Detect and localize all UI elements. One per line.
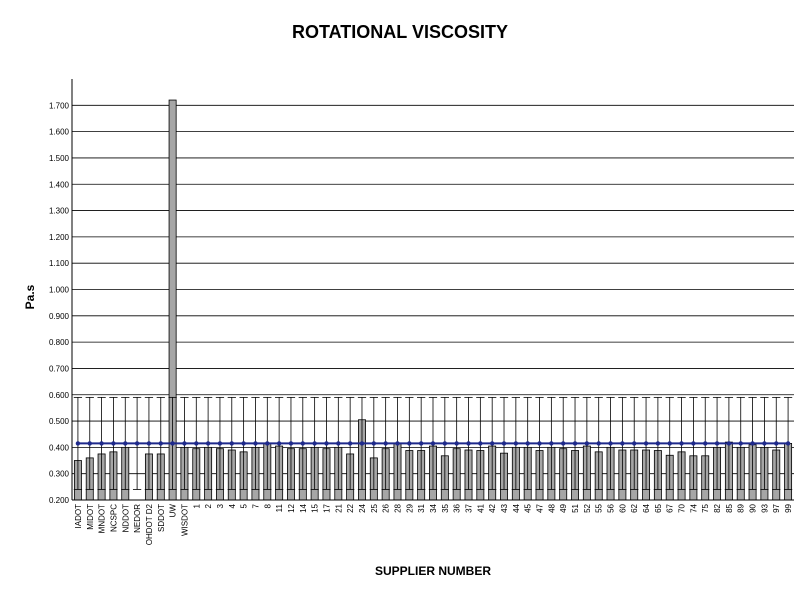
mean-point [656, 441, 660, 445]
mean-point [679, 441, 683, 445]
mean-point [537, 441, 541, 445]
mean-point [668, 441, 672, 445]
x-category-label: 49 [559, 504, 569, 513]
x-category-label: 75 [701, 504, 711, 513]
y-tick-label: 1.700 [48, 101, 69, 111]
mean-point [573, 441, 577, 445]
x-category-label: 14 [298, 504, 308, 513]
x-category-label: 2 [204, 504, 214, 509]
mean-point [312, 441, 316, 445]
y-tick-label: 1.400 [48, 180, 69, 190]
x-category-label: 62 [630, 504, 640, 513]
mean-point [99, 441, 103, 445]
mean-point [159, 441, 163, 445]
mean-point [561, 441, 565, 445]
x-category-label: 74 [689, 504, 699, 513]
mean-point [632, 441, 636, 445]
x-category-label: 3 [215, 504, 225, 509]
mean-point [111, 441, 115, 445]
mean-point [230, 441, 234, 445]
x-category-label: 48 [547, 504, 557, 513]
x-category-label: 15 [310, 504, 320, 513]
mean-point [170, 441, 174, 445]
mean-point [620, 441, 624, 445]
x-category-label: 17 [322, 504, 332, 513]
x-category-label: UW [168, 504, 178, 518]
x-category-label: 31 [417, 504, 427, 513]
mean-point [585, 441, 589, 445]
mean-point [514, 441, 518, 445]
mean-point [372, 441, 376, 445]
x-category-label: 28 [393, 504, 403, 513]
x-category-labels [74, 503, 793, 545]
x-category-label: SDDOT [156, 504, 166, 532]
mean-point [123, 441, 127, 445]
mean-point [135, 441, 139, 445]
x-category-label: 25 [369, 504, 379, 513]
y-tick-label: 1.200 [48, 232, 69, 242]
x-category-label: 11 [275, 504, 285, 513]
x-category-label: 56 [606, 504, 616, 513]
x-category-label: 44 [511, 504, 521, 513]
y-tick-label: 1.600 [48, 127, 69, 137]
x-category-label: 41 [476, 504, 486, 513]
x-category-label: 36 [452, 504, 462, 513]
mean-point [147, 441, 151, 445]
mean-point [597, 441, 601, 445]
mean-point [241, 441, 245, 445]
x-category-label: 60 [618, 504, 628, 513]
y-axis-title: Pa.s [23, 284, 37, 310]
x-category-label: NEDOR [133, 504, 143, 533]
x-category-label: 99 [784, 504, 794, 513]
x-category-label: 85 [724, 504, 734, 513]
mean-point [727, 441, 731, 445]
mean-point [407, 441, 411, 445]
y-tick-label: 0.200 [48, 496, 69, 505]
x-category-label: 12 [286, 504, 296, 513]
mean-point [644, 441, 648, 445]
mean-point [466, 441, 470, 445]
x-category-label: 67 [665, 504, 675, 513]
mean-point [206, 441, 210, 445]
mean-point [502, 441, 506, 445]
y-tick-label: 0.300 [48, 469, 69, 479]
y-tick-label: 0.900 [48, 311, 69, 321]
mean-point [715, 441, 719, 445]
x-category-label: 24 [357, 504, 367, 513]
mean-point [360, 441, 364, 445]
x-category-label: NDDOT [121, 504, 131, 533]
x-category-label: 5 [239, 504, 249, 509]
x-axis-title: SUPPLIER NUMBER [374, 564, 491, 578]
mean-point [336, 441, 340, 445]
mean-point [265, 441, 269, 445]
x-category-label: 52 [582, 504, 592, 513]
x-category-label: 51 [571, 504, 581, 513]
mean-point [88, 441, 92, 445]
chart-title: ROTATIONAL VISCOSITY [291, 22, 508, 42]
mean-point [525, 441, 529, 445]
y-tick-label: 1.100 [48, 259, 69, 269]
mean-point [443, 441, 447, 445]
x-category-label: 47 [535, 504, 545, 513]
x-category-label: 55 [594, 504, 604, 513]
y-tick-label: 1.000 [48, 285, 69, 295]
x-category-label: 26 [381, 504, 391, 513]
y-tick-label: 0.400 [48, 443, 69, 453]
mean-point [395, 441, 399, 445]
x-category-label: IADOT [73, 504, 83, 529]
mean-point [703, 441, 707, 445]
y-tick-label: 1.500 [48, 153, 69, 163]
x-category-label: 4 [227, 504, 237, 509]
x-category-label: 97 [772, 504, 782, 513]
y-tick-label: 1.300 [48, 206, 69, 216]
mean-point [76, 441, 80, 445]
mean-point [182, 441, 186, 445]
mean-point [253, 441, 257, 445]
mean-point [739, 441, 743, 445]
mean-point [324, 441, 328, 445]
y-tick-label: 0.700 [48, 364, 69, 374]
x-category-label: WISDOT [180, 504, 190, 536]
x-category-label: OHDOT D2 [144, 504, 154, 546]
y-tick-labels [49, 101, 70, 505]
mean-point [774, 441, 778, 445]
x-category-label: 93 [760, 504, 770, 513]
mean-point [478, 441, 482, 445]
x-category-label: 90 [748, 504, 758, 513]
mean-point [608, 441, 612, 445]
x-category-label: 89 [736, 504, 746, 513]
x-category-label: 35 [440, 504, 450, 513]
x-category-label: MNDOT [97, 504, 107, 534]
mean-point [419, 441, 423, 445]
mean-point [750, 441, 754, 445]
mean-point [383, 441, 387, 445]
y-tick-label: 0.600 [48, 390, 69, 400]
x-category-label: 29 [405, 504, 415, 513]
x-category-label: 45 [523, 504, 533, 513]
x-category-label: 82 [713, 504, 723, 513]
x-category-label: 37 [464, 504, 474, 513]
mean-point [301, 441, 305, 445]
x-category-label: 7 [251, 504, 261, 509]
y-tick-label: 0.800 [48, 338, 69, 348]
mean-point [454, 441, 458, 445]
mean-point [431, 441, 435, 445]
mean-point [762, 441, 766, 445]
x-category-label: NCSPC [109, 504, 119, 533]
x-category-label: 1 [192, 504, 202, 509]
mean-point [194, 441, 198, 445]
mean-point [289, 441, 293, 445]
x-category-label: 65 [653, 504, 663, 513]
mean-point [786, 441, 790, 445]
x-category-label: 22 [346, 504, 356, 513]
mean-point [348, 441, 352, 445]
mean-point [490, 441, 494, 445]
x-category-label: 70 [677, 504, 687, 513]
x-category-label: 34 [429, 504, 438, 513]
x-category-label: MIDOT [85, 504, 95, 530]
mean-point [277, 441, 281, 445]
mean-line-layer [76, 441, 791, 445]
mean-point [691, 441, 695, 445]
x-category-label: 21 [334, 504, 344, 513]
mean-point [218, 441, 222, 445]
x-category-label: 42 [488, 504, 498, 513]
x-category-label: 43 [500, 503, 510, 513]
mean-point [549, 441, 553, 445]
y-tick-label: 0.500 [48, 417, 69, 427]
x-category-label: 8 [263, 504, 273, 509]
x-category-label: 64 [642, 504, 652, 513]
